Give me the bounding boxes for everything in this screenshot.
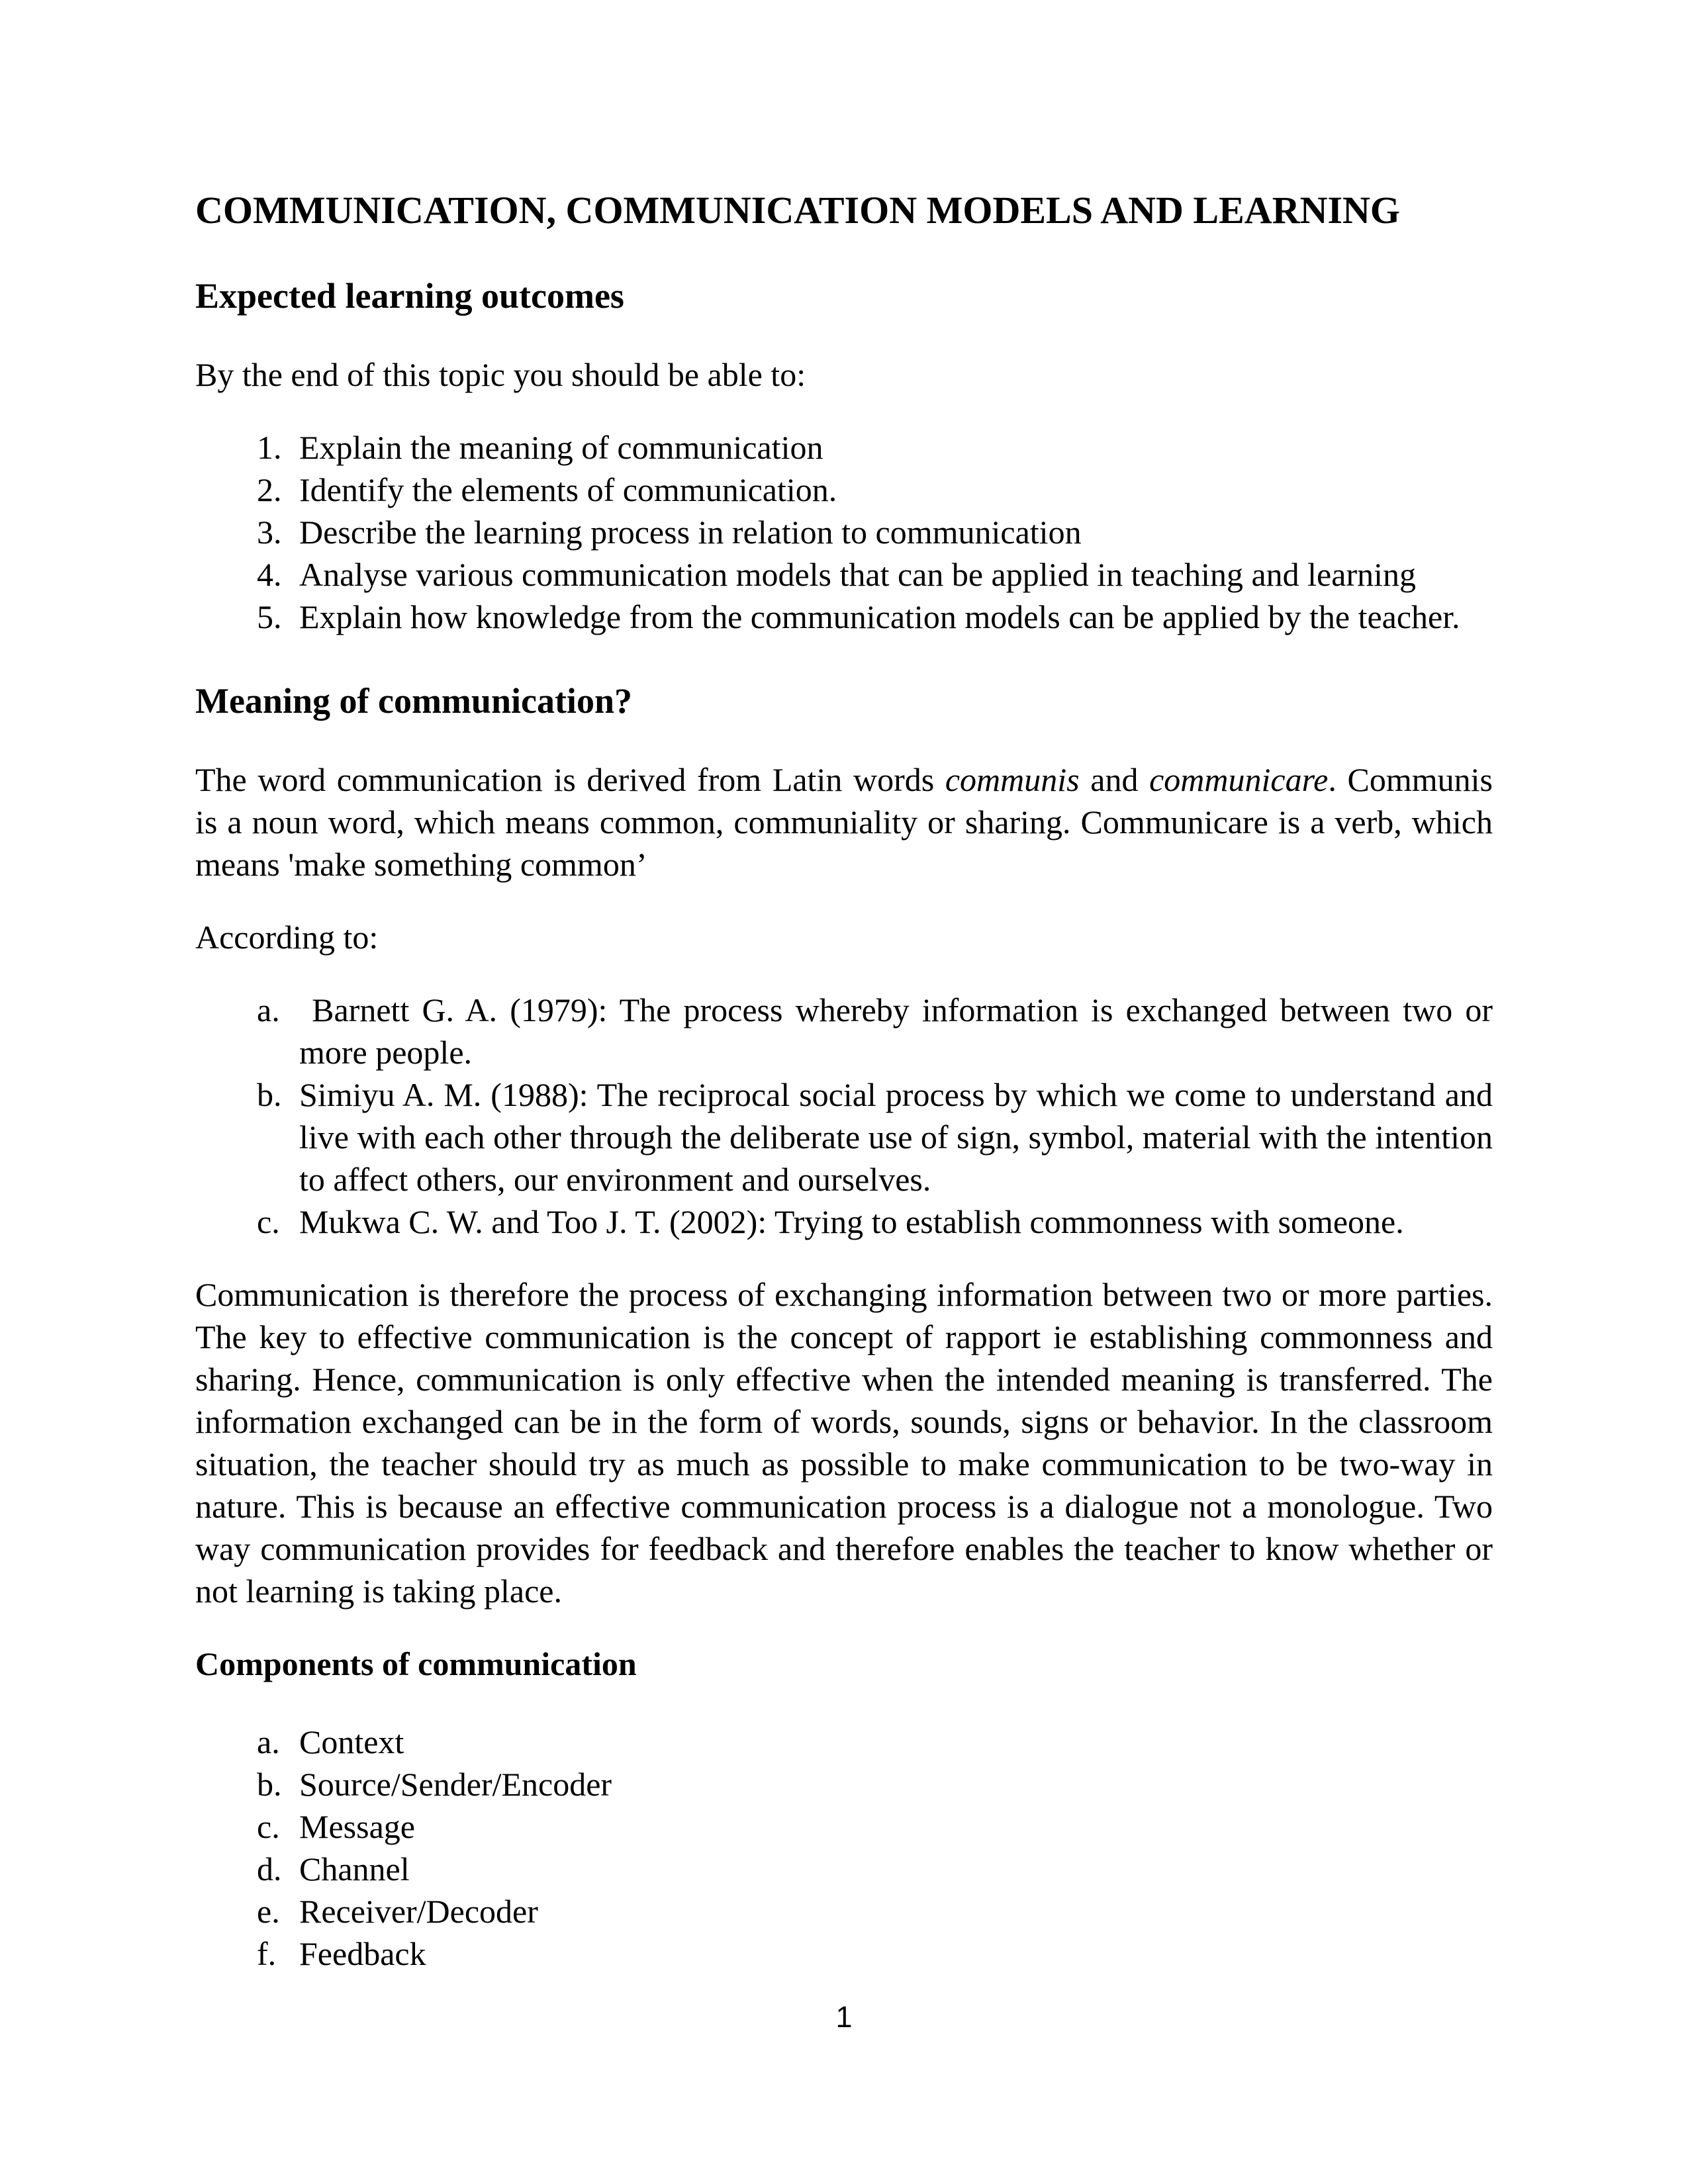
list-item (195, 1848, 1493, 1890)
outcomes-heading: Expected learning outcomes (195, 275, 624, 316)
list-item (195, 596, 1493, 638)
list-marker: e. (257, 1892, 280, 1930)
list-item (195, 1933, 1493, 1975)
components-list (195, 1721, 1493, 1975)
list-marker: 3. (257, 513, 282, 551)
list-marker: 2. (257, 471, 282, 508)
list-item (195, 1805, 1493, 1848)
list-item-text: Explain the meaning of communication (299, 428, 823, 466)
list-marker: f. (257, 1934, 277, 1972)
list-item (195, 1201, 1493, 1243)
list-item-text: Explain how knowledge from the communication models can be applied by the teacher. (299, 598, 1460, 635)
list-marker: d. (257, 1850, 282, 1888)
list-item (195, 1890, 1493, 1933)
meaning-heading: Meaning of communication? (195, 680, 632, 721)
list-item (195, 553, 1493, 596)
list-marker: a. (257, 991, 280, 1028)
meaning-paragraph (195, 758, 1493, 886)
latin-word-communicare: communicare (1149, 760, 1329, 798)
list-marker: b. (257, 1765, 282, 1803)
according-intro: According to: (195, 918, 379, 956)
list-item (195, 989, 1493, 1073)
paragraph-text: and (1079, 760, 1150, 798)
list-marker: 5. (257, 598, 282, 635)
list-item-text: Identify the elements of communication. (299, 471, 837, 508)
list-marker: c. (257, 1807, 280, 1845)
list-item (195, 1721, 1493, 1763)
list-item-text: Barnett G. A. (1979): The process whereby information is exchanged between two or more people. (299, 991, 1493, 1071)
list-marker: 4. (257, 555, 282, 593)
paragraph-text: The word communication is derived from Latin words (195, 760, 945, 798)
outcomes-intro: By the end of this topic you should be able to: (195, 355, 806, 393)
list-item-text: Analyse various communication models that can be applied in teaching and learning (299, 555, 1416, 593)
list-item-text: Simiyu A. M. (1988): The reciprocal social process by which we come to understand and live with each other through the deliberate use of sign, symbol, material with the intention to affect others, our environment and ourselves. (299, 1075, 1493, 1198)
components-heading: Components of communication (195, 1645, 637, 1682)
list-item (195, 511, 1493, 553)
list-marker: b. (257, 1075, 282, 1113)
list-item (195, 426, 1493, 469)
list-item-text: Message (299, 1807, 415, 1845)
page-number: 1 (835, 2000, 853, 2034)
list-item (195, 469, 1493, 511)
list-item (195, 1073, 1493, 1201)
outcomes-list (195, 426, 1493, 638)
latin-word-communis: communis (945, 760, 1080, 798)
list-item-text: Context (299, 1723, 404, 1760)
summary-paragraph: Communication is therefore the process of exchanging information between two or more parties. The key to effective communication is the concept of rapport ie establishing commonness and sharing. Hence, communication is only effective when the intended meaning is transferred. The information exchanged can be in the form of words, sounds, signs or behavior. In the classroom situation, the teacher should try as much as possible to make communication to be two-way in nature. This is because an effective communication process is a dialogue not a monologue. Two way communication provides for feedback and therefore enables the teacher to know whether or not learning is taking place. (195, 1275, 1493, 1610)
list-item-text: Feedback (299, 1934, 426, 1972)
list-item-text: Channel (299, 1850, 410, 1888)
paragraph-text: . Communis is a noun word, which means common, communiality or sharing. Communicare is a verb, which means 'make something common’ (195, 760, 1493, 883)
list-item-text: Receiver/Decoder (299, 1892, 538, 1930)
list-item (195, 1763, 1493, 1805)
definitions-list (195, 989, 1493, 1243)
list-marker: 1. (257, 428, 282, 466)
document-title: COMMUNICATION, COMMUNICATION MODELS AND LEARNING (195, 189, 1401, 232)
list-marker: c. (257, 1203, 280, 1240)
list-marker: a. (257, 1723, 280, 1760)
list-item-text: Describe the learning process in relation to communication (299, 513, 1082, 551)
list-item-text: Mukwa C. W. and Too J. T. (2002): Trying to establish commonness with someone. (299, 1203, 1404, 1240)
list-item-text: Source/Sender/Encoder (299, 1765, 612, 1803)
